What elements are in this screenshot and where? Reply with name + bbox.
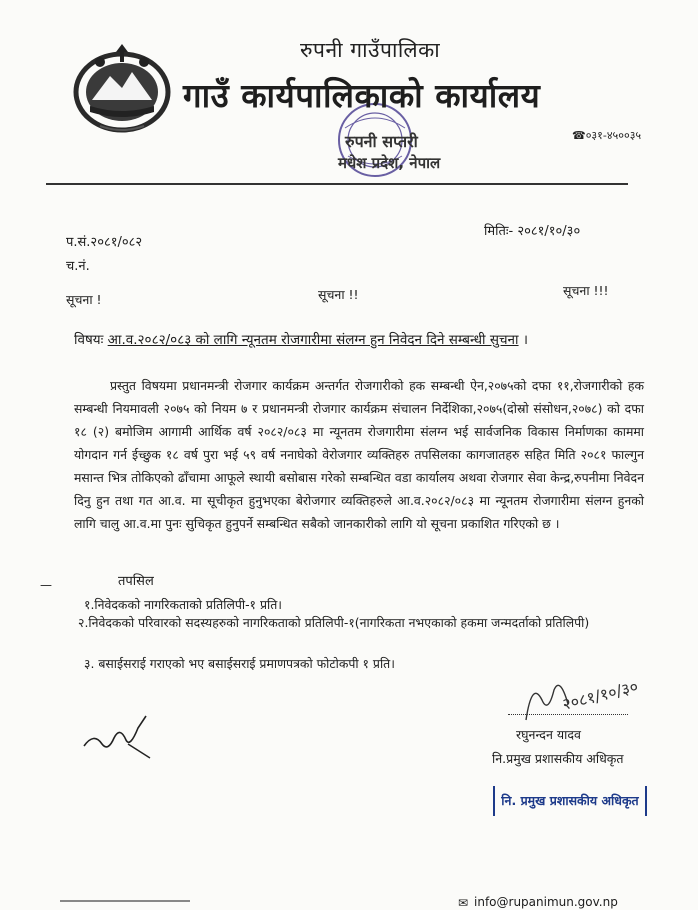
footer-email[interactable]: info@rupanimun.gov.np [474, 895, 618, 909]
subject-line [74, 330, 528, 348]
tapsil-heading: तपसिल [118, 574, 154, 589]
chalani-number: च.नं. [66, 259, 90, 274]
office-title: गाउँ कार्यपालिकाको कार्यालय [183, 76, 541, 115]
office-address-line1: रुपनी सप्तरी [345, 132, 418, 151]
notice-heading-3: सूचना !!! [563, 283, 609, 298]
letter-number: प.सं.२०८१/०८२ [66, 235, 143, 250]
list-item: ३. बसाईसराई गराएको भए बसाईसराई प्रमाणपत्रको फोटोकपी १ प्रति। [84, 656, 395, 671]
subject-prefix: विषयः [74, 332, 108, 348]
svg-text:२०८१/१०/३०: २०८१/१०/३० [560, 676, 641, 714]
subject-suffix: । [518, 332, 528, 348]
government-emblem-logo [70, 42, 174, 136]
office-name: रुपनी गाउँपालिका [300, 38, 441, 62]
mail-icon: ✉ [458, 896, 469, 910]
signature-line [508, 714, 628, 715]
left-signature [80, 708, 156, 764]
notice-heading-2: सूचना !! [318, 287, 359, 302]
office-address-line2: मधेश प्रदेश, नेपाल [338, 154, 441, 172]
designation-stamp: नि. प्रमुख प्रशासकीय अधिकृत [493, 786, 647, 816]
subject-text: आ.व.२०८२/०८३ को लागि न्यूनतम रोजगारीमा संलग्न हुन निवेदन दिने सम्बन्धी सुचना [107, 332, 519, 348]
body-paragraph: प्रस्तुत विषयमा प्रधानमन्त्री रोजगार कार्यक्रम अन्तर्गत रोजगारीको हक सम्बन्धी ऐन,२०७५को दफा ११,रोजगारीको हक सम्बन्धी नियमावली २०७५ को नियम ७ र प्रधानमन्त्री रोजगार कार्यक्रम संचालन निर्देशिका,२०७५(दोस्रो संसोधन,२०७८) को दफा १८ (२) बमोजिम आगामी आर्थिक वर्ष २०८२/०८३ मा न्यूनतम रोजगारीमा संलग्न भई सार्वजनिक विकास निर्माणका काममा योगदान गर्न ईच्छुक १८ वर्ष पुरा भई ५९ वर्ष ननाघेको वेरोजगार व्यक्तिहरु तपसिलका कागजातहरु सहित मिति २०८१ फाल्गुन मसान्त भित्र तोकिएको ढाँचामा आफूले स्थायी बसोबास गरेको सम्बन्धित वडा कार्यालय अथवा रोजगार सेवा केन्द्र,रुपनीमा निवेदन दिनु हुन तथा गत आ.व. मा सूचीकृत हुनुभएका बेरोजगार व्यक्तिहरुले आ.व.२०८२/०८३ मा न्यूनतम रोजगारीमा संलग्न हुनको लागि चालु आ.व.मा पुनः सुचिकृत हुनुपर्ने सम्बन्धित सबैको जानकारीको लागि यो सूचना प्रकाशित गरिएको छ । [74, 378, 644, 531]
list-item: २.निवेदकको परिवारको सदस्यहरुको नागरिकताको प्रतिलिपी-१(नागरिकता नभएकाको हकमा जन्मदर्ताको प्रतिलिपी) [78, 615, 590, 630]
notice-heading-1: सूचना ! [66, 292, 102, 307]
margin-dash: — [40, 578, 52, 592]
letter-date: मितिः- २०८१/१०/३० [484, 224, 581, 239]
list-item: १.निवेदकको नागरिकताको प्रतिलिपी-१ प्रति। [84, 597, 282, 612]
header-divider [46, 183, 628, 185]
office-phone: ☎०३१-४५००३५ [572, 129, 642, 142]
footer-divider [60, 900, 190, 902]
signatory-name: रघुनन्दन यादव [516, 727, 581, 742]
signatory-title: नि.प्रमुख प्रशासकीय अधिकृत [492, 751, 624, 766]
